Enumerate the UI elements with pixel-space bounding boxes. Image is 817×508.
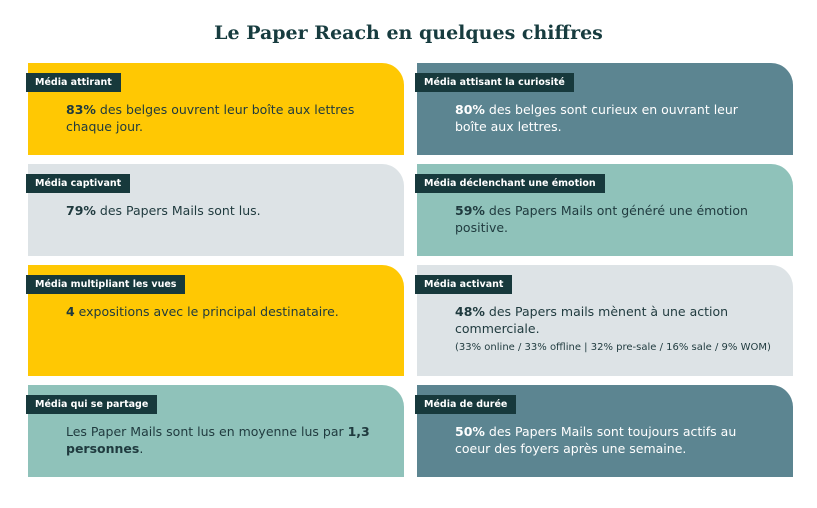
card-text — [455, 303, 771, 355]
card-description: expositions avec le principal destinataire. — [74, 304, 339, 319]
card-description: des Papers mails mènent à une action commerciale. — [455, 304, 729, 336]
card-label: Média qui se partage — [26, 395, 157, 414]
page-title: Le Paper Reach en quelques chiffres — [214, 22, 603, 44]
card-stat: 83% — [66, 102, 96, 117]
card-label: Média attirant — [26, 73, 121, 92]
stat-card-duree — [417, 385, 793, 477]
stat-card-curiosite — [417, 63, 793, 155]
card-stat: 79% — [66, 203, 96, 218]
stat-card-attirant — [28, 63, 404, 155]
card-label: Média captivant — [26, 174, 130, 193]
card-text — [66, 303, 382, 320]
stat-card-emotion — [417, 164, 793, 256]
card-stat: 80% — [455, 102, 485, 117]
card-description: des belges ouvrent leur boîte aux lettres chaque jour. — [66, 102, 355, 134]
card-stat: 48% — [455, 304, 485, 319]
card-note: (33% online / 33% offline | 32% pre-sale / 16% sale / 9% WOM) — [455, 342, 771, 353]
card-stat: 59% — [455, 203, 485, 218]
card-text — [66, 202, 382, 219]
card-stat: 1,3 personnes — [66, 424, 370, 456]
card-text — [66, 101, 382, 135]
card-text — [66, 423, 382, 457]
card-label: Média déclenchant une émotion — [415, 174, 605, 193]
card-description: Les Paper Mails sont lus en moyenne lus par — [66, 424, 348, 439]
card-description-end: . — [139, 441, 144, 456]
card-label: Média de durée — [415, 395, 516, 414]
card-description: des belges sont curieux en ouvrant leur boîte aux lettres. — [455, 102, 738, 134]
card-stat: 50% — [455, 424, 485, 439]
card-text — [455, 101, 771, 135]
stat-card-partage — [28, 385, 404, 477]
stat-card-captivant — [28, 164, 404, 256]
card-description: des Papers Mails sont lus. — [95, 203, 261, 218]
card-text — [455, 202, 771, 236]
stat-card-activant — [417, 265, 793, 376]
card-label: Média activant — [415, 275, 512, 294]
card-description: des Papers Mails sont toujours actifs au coeur des foyers après une semaine. — [455, 424, 737, 456]
card-text — [455, 423, 771, 457]
card-label: Média multipliant les vues — [26, 275, 185, 294]
card-stat: 4 — [66, 304, 75, 319]
stat-card-vues — [28, 265, 404, 376]
card-description: des Papers Mails ont généré une émotion positive. — [455, 203, 748, 235]
card-label: Média attisant la curiosité — [415, 73, 574, 92]
